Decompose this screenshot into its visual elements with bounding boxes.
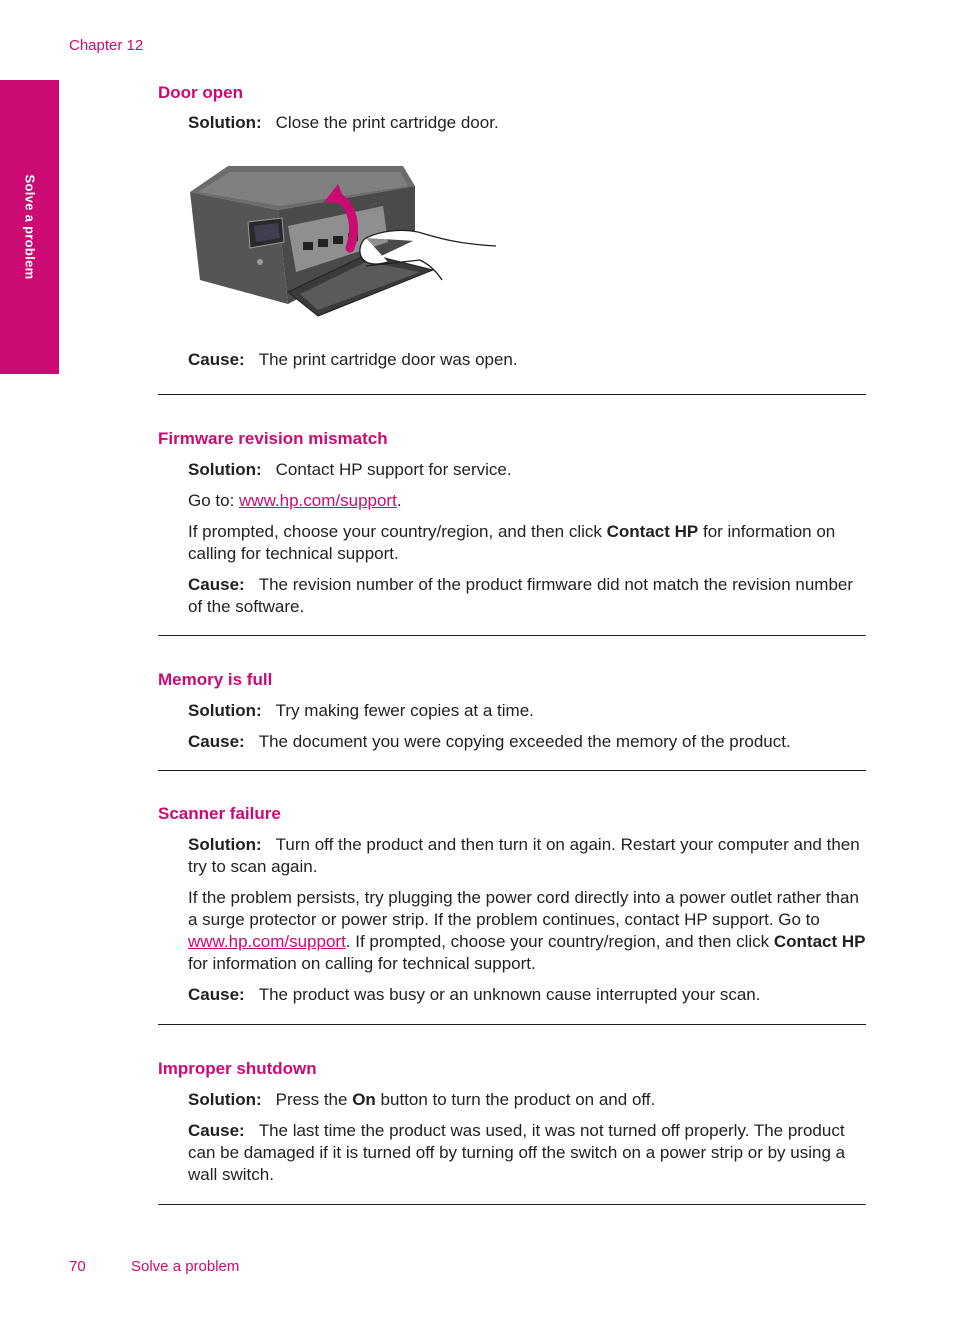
cause-paragraph [188, 731, 866, 753]
on-button-text: On [352, 1090, 376, 1109]
printer-door-illustration [188, 162, 498, 317]
cause-label: Cause: [188, 732, 245, 751]
page-number: 70 [69, 1258, 86, 1275]
cause-text: The last time the product was used, it was not turned off properly. The product can be damaged if it is turned off by turning off the switch on a power strip or by using a wall switch. [188, 1121, 846, 1184]
persist-mid: . If prompted, choose your country/region, and then click [345, 932, 774, 951]
prompt-prefix: If prompted, choose your country/region, and then click [188, 522, 607, 541]
side-tab-label: Solve a problem [22, 174, 37, 280]
section-door-open [158, 82, 866, 371]
solution-paragraph [188, 459, 866, 481]
persist-prefix: If the problem persists, try plugging the power cord directly into a power outlet rather than a surge protector or power strip. If the problem continues, contact HP support. Go to [188, 888, 859, 929]
solution-paragraph [188, 112, 866, 134]
section-title: Scanner failure [158, 804, 281, 823]
cause-label: Cause: [188, 1121, 245, 1140]
solution-label: Solution: [188, 701, 262, 720]
goto-paragraph [188, 490, 866, 512]
support-link[interactable]: www.hp.com/support [239, 491, 397, 510]
side-tab [0, 80, 59, 374]
contact-hp-text: Contact HP [606, 522, 699, 541]
section-title: Improper shutdown [158, 1059, 317, 1078]
solution-text: Contact HP support for service. [275, 460, 512, 479]
section-memory-full [158, 669, 866, 753]
cause-label: Cause: [188, 575, 245, 594]
contact-hp-text: Contact HP [773, 932, 866, 951]
goto-suffix: . [396, 491, 402, 510]
solution-label: Solution: [188, 1090, 262, 1109]
solution-paragraph [188, 1089, 866, 1111]
section-divider [158, 635, 866, 636]
cause-text: The print cartridge door was open. [258, 350, 518, 369]
section-scanner-failure [158, 803, 866, 1006]
solution-text: Close the print cartridge door. [275, 113, 499, 132]
cause-paragraph [188, 349, 866, 371]
solution-paragraph [188, 700, 866, 722]
solution-text: Turn off the product and then turn it on again. Restart your computer and then try to scan again. [188, 835, 860, 876]
cause-paragraph [188, 574, 866, 618]
section-improper-shutdown [158, 1058, 866, 1186]
cause-paragraph [188, 1120, 866, 1186]
cause-text: The document you were copying exceeded the memory of the product. [258, 732, 791, 751]
section-title: Door open [158, 83, 243, 102]
support-link[interactable]: www.hp.com/support [188, 932, 346, 951]
footer-section-label: Solve a problem [131, 1258, 240, 1275]
cause-text: The revision number of the product firmware did not match the revision number of the software. [188, 575, 854, 616]
prompt-suffix: for information on calling for technical support. [188, 522, 836, 563]
section-title: Firmware revision mismatch [158, 429, 388, 448]
section-divider [158, 1204, 866, 1205]
solution-paragraph [188, 834, 866, 878]
prompt-paragraph [188, 521, 866, 565]
section-divider [158, 394, 866, 395]
cause-label: Cause: [188, 350, 245, 369]
solution-label: Solution: [188, 835, 262, 854]
chapter-label: Chapter 12 [69, 37, 144, 54]
section-divider [158, 770, 866, 771]
section-divider [158, 1024, 866, 1025]
goto-prefix: Go to: [188, 491, 240, 510]
persist-suffix: for information on calling for technical support. [188, 954, 536, 973]
cause-paragraph [188, 984, 866, 1006]
solution-suffix: button to turn the product on and off. [375, 1090, 656, 1109]
solution-text: Try making fewer copies at a time. [275, 701, 534, 720]
cause-text: The product was busy or an unknown cause interrupted your scan. [258, 985, 761, 1004]
section-firmware-mismatch [158, 428, 866, 618]
solution-prefix: Press the [275, 1090, 353, 1109]
solution-label: Solution: [188, 113, 262, 132]
cause-label: Cause: [188, 985, 245, 1004]
section-title: Memory is full [158, 670, 273, 689]
solution-label: Solution: [188, 460, 262, 479]
persist-paragraph [188, 887, 866, 975]
